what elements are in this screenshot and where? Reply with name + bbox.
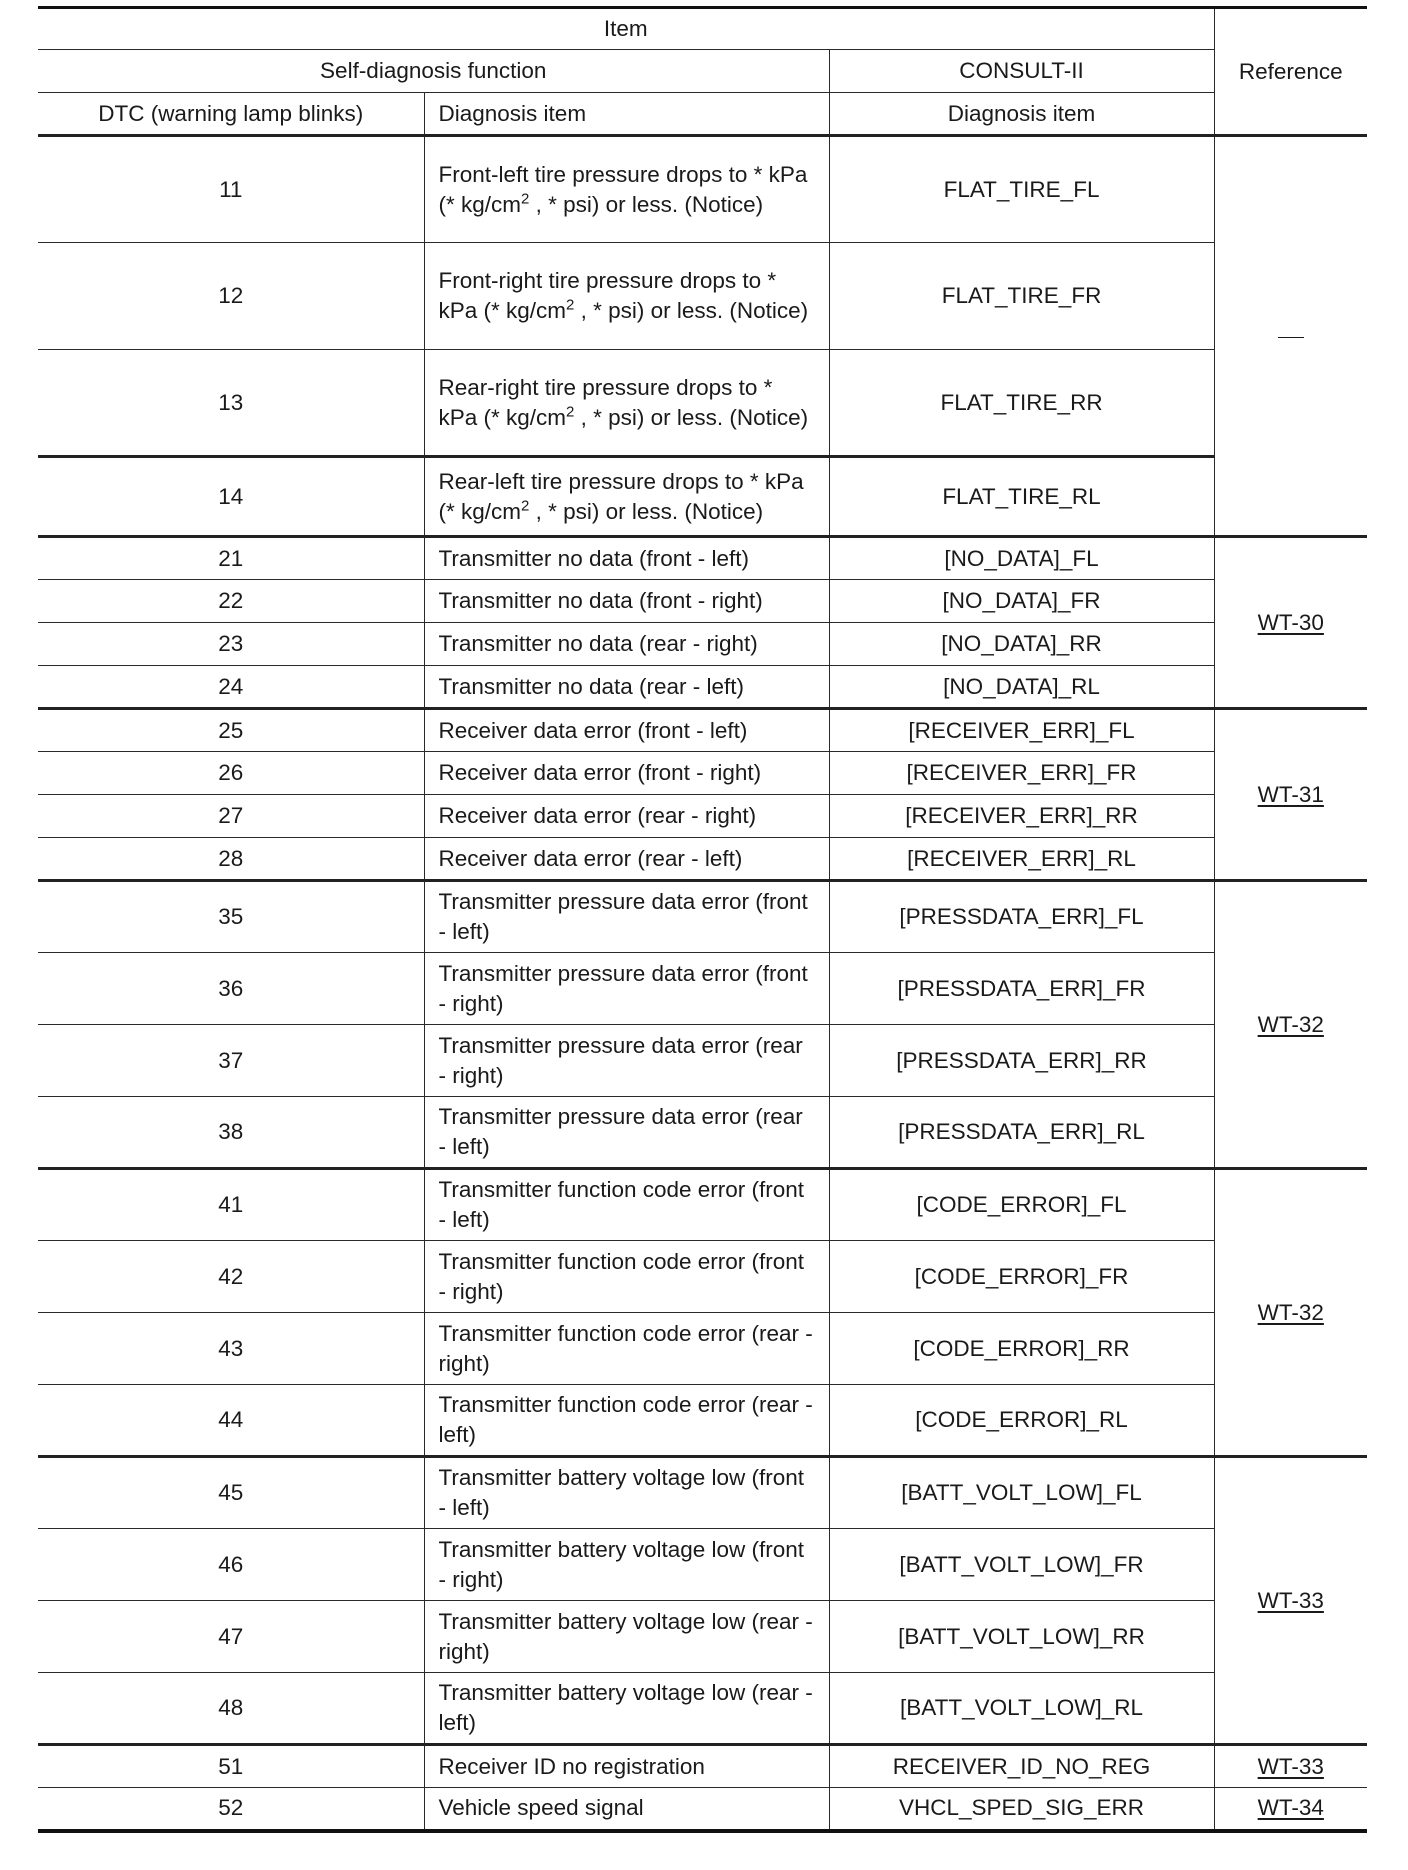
dtc-code: 46: [38, 1529, 424, 1601]
reference-link-wt33[interactable]: WT-33: [1257, 1587, 1324, 1613]
dash-icon: [1278, 337, 1304, 338]
diagnosis-item: Transmitter no data (front - right): [424, 580, 829, 623]
table-row: [38, 1745, 1367, 1788]
dtc-code: 48: [38, 1673, 424, 1745]
consult-item: [BATT_VOLT_LOW]_RR: [829, 1601, 1214, 1673]
header-consult: CONSULT-II: [829, 50, 1214, 93]
diagnosis-item: Front-left tire pressure drops to * kPa (* $kg/cm^2$ , * psi) or less. (Notice): [424, 136, 829, 243]
table-row: [38, 457, 1367, 537]
table-row: [38, 350, 1367, 457]
consult-item: [RECEIVER_ERR]_RR: [829, 795, 1214, 838]
dtc-code: 25: [38, 709, 424, 752]
diagnosis-item: Receiver data error (rear - right): [424, 795, 829, 838]
dtc-code: 14: [38, 457, 424, 537]
consult-item: [CODE_ERROR]_FR: [829, 1241, 1214, 1313]
header-diagnosis-item: Diagnosis item: [424, 93, 829, 136]
diagnosis-item: Transmitter battery voltage low (front - right): [424, 1529, 829, 1601]
diagnosis-item: Transmitter pressure data error (rear - right): [424, 1025, 829, 1097]
dtc-code: 37: [38, 1025, 424, 1097]
header-row-2: [38, 50, 1367, 93]
diagnosis-item: Transmitter function code error (rear - right): [424, 1313, 829, 1385]
consult-item: [RECEIVER_ERR]_FR: [829, 752, 1214, 795]
dtc-code: 28: [38, 838, 424, 881]
table-row: [38, 709, 1367, 752]
reference-batt-volt-low: [1214, 1457, 1367, 1745]
reference-code-error: [1214, 1169, 1367, 1457]
diagnosis-item: Transmitter function code error (front - right): [424, 1241, 829, 1313]
dtc-code: 13: [38, 350, 424, 457]
header-consult-diagnosis-item: Diagnosis item: [829, 93, 1214, 136]
consult-item: [BATT_VOLT_LOW]_RL: [829, 1673, 1214, 1745]
table-row: [38, 1529, 1367, 1601]
table-row: [38, 1313, 1367, 1385]
dtc-code: 26: [38, 752, 424, 795]
reference-link-wt30[interactable]: WT-30: [1257, 609, 1324, 635]
consult-item: [PRESSDATA_ERR]_FR: [829, 953, 1214, 1025]
reference-pressdata-err: [1214, 881, 1367, 1169]
dtc-code: 52: [38, 1788, 424, 1831]
reference-link-wt32[interactable]: WT-32: [1257, 1011, 1324, 1037]
reference-no-data: [1214, 537, 1367, 709]
consult-item: [NO_DATA]_RL: [829, 666, 1214, 709]
consult-item: [NO_DATA]_RR: [829, 623, 1214, 666]
header-item: Item: [38, 8, 1214, 50]
dtc-code: 51: [38, 1745, 424, 1788]
dtc-code: 43: [38, 1313, 424, 1385]
diagnosis-item: Transmitter function code error (rear - left): [424, 1385, 829, 1457]
consult-item: FLAT_TIRE_RL: [829, 457, 1214, 537]
table-row: [38, 795, 1367, 838]
table-row: [38, 1457, 1367, 1529]
diagnosis-item: Receiver ID no registration: [424, 1745, 829, 1788]
consult-item: [CODE_ERROR]_RR: [829, 1313, 1214, 1385]
diagnosis-item: Transmitter pressure data error (front - left): [424, 881, 829, 953]
dtc-code: 12: [38, 243, 424, 350]
table-row: [38, 752, 1367, 795]
consult-item: FLAT_TIRE_FR: [829, 243, 1214, 350]
table-row: [38, 1097, 1367, 1169]
table-row: [38, 1025, 1367, 1097]
reference-link-wt32[interactable]: WT-32: [1257, 1299, 1324, 1325]
dtc-code: 45: [38, 1457, 424, 1529]
diagnosis-item: Vehicle speed signal: [424, 1788, 829, 1831]
table-row: [38, 1673, 1367, 1745]
header-row-3: [38, 93, 1367, 136]
table-row: [38, 1169, 1367, 1241]
dtc-code: 44: [38, 1385, 424, 1457]
table-row: [38, 580, 1367, 623]
consult-item: [PRESSDATA_ERR]_RR: [829, 1025, 1214, 1097]
table-row: [38, 1241, 1367, 1313]
reference-receiver-id: [1214, 1745, 1367, 1788]
dtc-code: 27: [38, 795, 424, 838]
diagnosis-item: Transmitter no data (front - left): [424, 537, 829, 580]
table-row: [38, 666, 1367, 709]
table-row: [38, 243, 1367, 350]
reference-link-wt31[interactable]: WT-31: [1257, 781, 1324, 807]
reference-link-wt34[interactable]: WT-34: [1257, 1795, 1324, 1821]
diagnosis-item: Rear-right tire pressure drops to * kPa (* $kg/cm^2$ , * psi) or less. (Notice): [424, 350, 829, 457]
table-row: [38, 953, 1367, 1025]
diagnosis-item: Receiver data error (front - left): [424, 709, 829, 752]
diagnosis-item: Transmitter pressure data error (rear - left): [424, 1097, 829, 1169]
table-row: [38, 1788, 1367, 1831]
consult-item: VHCL_SPED_SIG_ERR: [829, 1788, 1214, 1831]
diagnosis-item: Transmitter no data (rear - right): [424, 623, 829, 666]
diagnosis-item: Receiver data error (rear - left): [424, 838, 829, 881]
consult-item: [NO_DATA]_FL: [829, 537, 1214, 580]
consult-item: [CODE_ERROR]_RL: [829, 1385, 1214, 1457]
dtc-code: 36: [38, 953, 424, 1025]
consult-item: [RECEIVER_ERR]_FL: [829, 709, 1214, 752]
dtc-code: 47: [38, 1601, 424, 1673]
table-row: [38, 838, 1367, 881]
table-row: [38, 623, 1367, 666]
consult-item: RECEIVER_ID_NO_REG: [829, 1745, 1214, 1788]
consult-item: [NO_DATA]_FR: [829, 580, 1214, 623]
table-row: [38, 1601, 1367, 1673]
diagnosis-item: Transmitter no data (rear - left): [424, 666, 829, 709]
consult-item: [BATT_VOLT_LOW]_FL: [829, 1457, 1214, 1529]
dtc-code: 41: [38, 1169, 424, 1241]
dtc-code: 24: [38, 666, 424, 709]
dtc-table: [38, 6, 1367, 1833]
reference-receiver-err: [1214, 709, 1367, 881]
diagnosis-item: Rear-left tire pressure drops to * kPa (* $kg/cm^2$ , * psi) or less. (Notice): [424, 457, 829, 537]
consult-item: FLAT_TIRE_FL: [829, 136, 1214, 243]
consult-item: [CODE_ERROR]_FL: [829, 1169, 1214, 1241]
table-row: [38, 136, 1367, 243]
dtc-code: 21: [38, 537, 424, 580]
diagnosis-item: Transmitter pressure data error (front - right): [424, 953, 829, 1025]
header-row-1: [38, 8, 1367, 50]
header-dtc: DTC (warning lamp blinks): [38, 93, 424, 136]
header-reference: Reference: [1214, 8, 1367, 136]
diagnosis-item: Transmitter battery voltage low (rear - right): [424, 1601, 829, 1673]
dtc-code: 22: [38, 580, 424, 623]
dtc-code: 23: [38, 623, 424, 666]
header-self-diagnosis: Self-diagnosis function: [38, 50, 829, 93]
consult-item: [PRESSDATA_ERR]_FL: [829, 881, 1214, 953]
diagnosis-item: Transmitter battery voltage low (front - left): [424, 1457, 829, 1529]
table-row: [38, 537, 1367, 580]
consult-item: [BATT_VOLT_LOW]_FR: [829, 1529, 1214, 1601]
dtc-code: 38: [38, 1097, 424, 1169]
reference-link-wt33[interactable]: WT-33: [1257, 1753, 1324, 1779]
consult-item: [PRESSDATA_ERR]_RL: [829, 1097, 1214, 1169]
diagnosis-item: Transmitter battery voltage low (rear - left): [424, 1673, 829, 1745]
reference-flat-tire: [1214, 136, 1367, 537]
diagnosis-item: Receiver data error (front - right): [424, 752, 829, 795]
consult-item: [RECEIVER_ERR]_RL: [829, 838, 1214, 881]
dtc-code: 42: [38, 1241, 424, 1313]
consult-item: FLAT_TIRE_RR: [829, 350, 1214, 457]
diagnosis-item: Front-right tire pressure drops to * kPa (* $kg/cm^2$ , * psi) or less. (Notice): [424, 243, 829, 350]
diagnosis-item: Transmitter function code error (front - left): [424, 1169, 829, 1241]
table-row: [38, 881, 1367, 953]
reference-vehicle-speed: [1214, 1788, 1367, 1831]
table-row: [38, 1385, 1367, 1457]
dtc-code: 35: [38, 881, 424, 953]
dtc-code: 11: [38, 136, 424, 243]
